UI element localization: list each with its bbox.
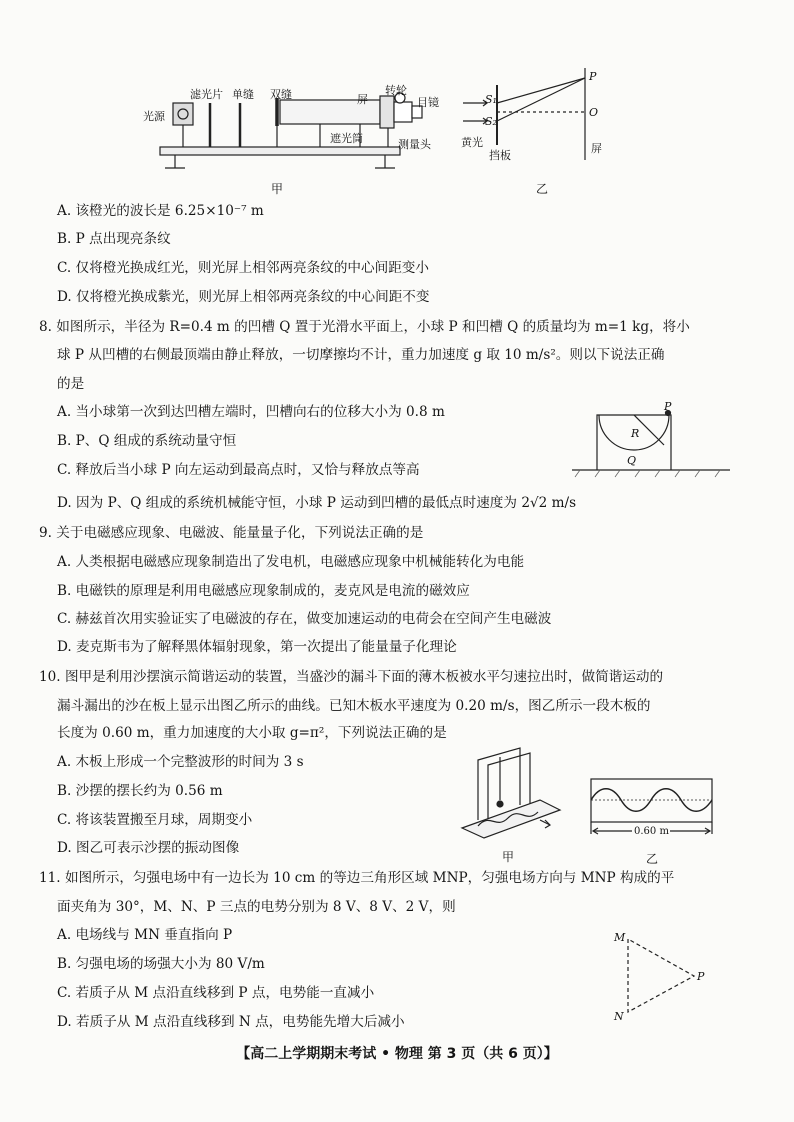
filter-label: 滤光片 — [190, 88, 223, 101]
question-stem-line: 8. 如图所示，半径为 R=0.4 m 的凹槽 Q 置于光滑水平面上，小球 P 和凹槽 Q 的质量均为 m=1 kg，将小 — [39, 319, 690, 335]
figure-jia-caption: 甲 — [271, 182, 284, 196]
eyepiece-label: 目镜 — [417, 96, 439, 109]
option-d: D. 图乙可表示沙摆的振动图像 — [57, 840, 240, 856]
option-c: C. 若质子从 M 点沿直线移到 P 点，电势能一直减小 — [57, 985, 375, 1001]
option-a: A. 该橙光的波长是 6.25×10⁻⁷ m — [57, 203, 264, 219]
question-stem-line: 面夹角为 30°，M、N、P 三点的电势分别为 8 V、8 V、2 V，则 — [57, 899, 456, 915]
option-b: B. P、Q 组成的系统动量守恒 — [57, 433, 237, 449]
groove-q-label: Q — [627, 454, 637, 467]
figure-jia-caption: 甲 — [502, 850, 515, 864]
triangle-n-label: N — [614, 1010, 624, 1023]
light-source-label: 光源 — [143, 110, 165, 123]
o-label: O — [589, 106, 599, 119]
option-a: A. 木板上形成一个完整波形的时间为 3 s — [57, 754, 304, 770]
option-a: A. 当小球第一次到达凹槽左端时，凹槽向右的位移大小为 0.8 m — [57, 404, 445, 420]
baffle-label: 挡板 — [489, 149, 511, 162]
figure-yi-caption: 乙 — [646, 852, 659, 866]
option-b: B. 匀强电场的场强大小为 80 V/m — [57, 956, 265, 972]
option-a: A. 电场线与 MN 垂直指向 P — [57, 927, 233, 943]
question-stem-line: 10. 图甲是利用沙摆演示简谐运动的装置，当盛沙的漏斗下面的薄木板被水平匀速拉出时，做简谐运动的 — [39, 669, 664, 685]
triangle-p-label: P — [697, 970, 705, 983]
option-b: B. P 点出现亮条纹 — [57, 231, 171, 247]
measuring-head-label: 测量头 — [398, 138, 431, 151]
page-footer: 【高二上学期期末考试 • 物理 第 3 页（共 6 页）】 — [236, 1046, 558, 1062]
option-b: B. 沙摆的摆长约为 0.56 m — [57, 783, 223, 799]
yellow-light-label: 黄光 — [461, 136, 483, 149]
question-stem-line: 漏斗漏出的沙在板上显示出图乙所示的曲线。已知木板水平速度为 0.20 m/s，图乙所示一段木板的 — [57, 698, 651, 714]
option-d: D. 仅将橙光换成紫光，则光屏上相邻两亮条纹的中心间距不变 — [57, 289, 430, 305]
groove-r-label: R — [631, 427, 640, 440]
option-c: C. 赫兹首次用实验证实了电磁波的存在，做变加速运动的电荷会在空间产生电磁波 — [57, 611, 552, 627]
option-d: D. 若质子从 M 点沿直线移到 N 点，电势能先增大后减小 — [57, 1014, 405, 1030]
single-slit-label: 单缝 — [232, 88, 254, 101]
option-c: C. 将该装置搬至月球，周期变小 — [57, 812, 253, 828]
groove-p-label: P — [664, 400, 672, 413]
s2-label: S₂ — [485, 115, 497, 128]
option-c: C. 仅将橙光换成红光，则光屏上相邻两亮条纹的中心间距变小 — [57, 260, 429, 276]
screen-right-label: 屏 — [591, 142, 602, 155]
triangle-m-label: M — [614, 931, 626, 944]
tube-label: 遮光筒 — [330, 132, 363, 145]
option-d: D. 麦克斯韦为了解释黑体辐射现象，第一次提出了能量量子化理论 — [57, 639, 457, 655]
option-a: A. 人类根据电磁感应现象制造出了发电机，电磁感应现象中机械能转化为电能 — [57, 554, 525, 570]
question-stem-line: 11. 如图所示，匀强电场中有一边长为 10 cm 的等边三角形区域 MNP，匀强电场方向与 MNP 构成的平 — [39, 870, 675, 886]
question-stem-line: 长度为 0.60 m，重力加速度的大小取 g=π²，下列说法正确的是 — [57, 725, 447, 741]
question-stem-line: 的是 — [57, 376, 85, 392]
board-length-label: 0.60 m — [634, 826, 669, 837]
option-d: D. 因为 P、Q 组成的系统机械能守恒，小球 P 运动到凹槽的最低点时速度为 2√2 m/s — [57, 495, 577, 511]
option-c: C. 释放后当小球 P 向左运动到最高点时，又恰与释放点等高 — [57, 462, 420, 478]
s1-label: S₁ — [485, 93, 497, 106]
option-b: B. 电磁铁的原理是利用电磁感应现象制成的，麦克风是电流的磁效应 — [57, 583, 470, 599]
question-stem-line: 球 P 从凹槽的右侧最顶端由静止释放，一切摩擦均不计，重力加速度 g 取 10 m/s²。则以下说法正确 — [57, 347, 665, 363]
p-label: P — [589, 70, 597, 83]
wheel-label: 转轮 — [385, 84, 407, 97]
double-slit-label: 双缝 — [270, 88, 292, 101]
screen-label: 屏 — [357, 93, 368, 106]
figure-yi-caption: 乙 — [536, 182, 549, 196]
question-stem: 9. 关于电磁感应现象、电磁波、能量量子化，下列说法正确的是 — [39, 525, 424, 541]
